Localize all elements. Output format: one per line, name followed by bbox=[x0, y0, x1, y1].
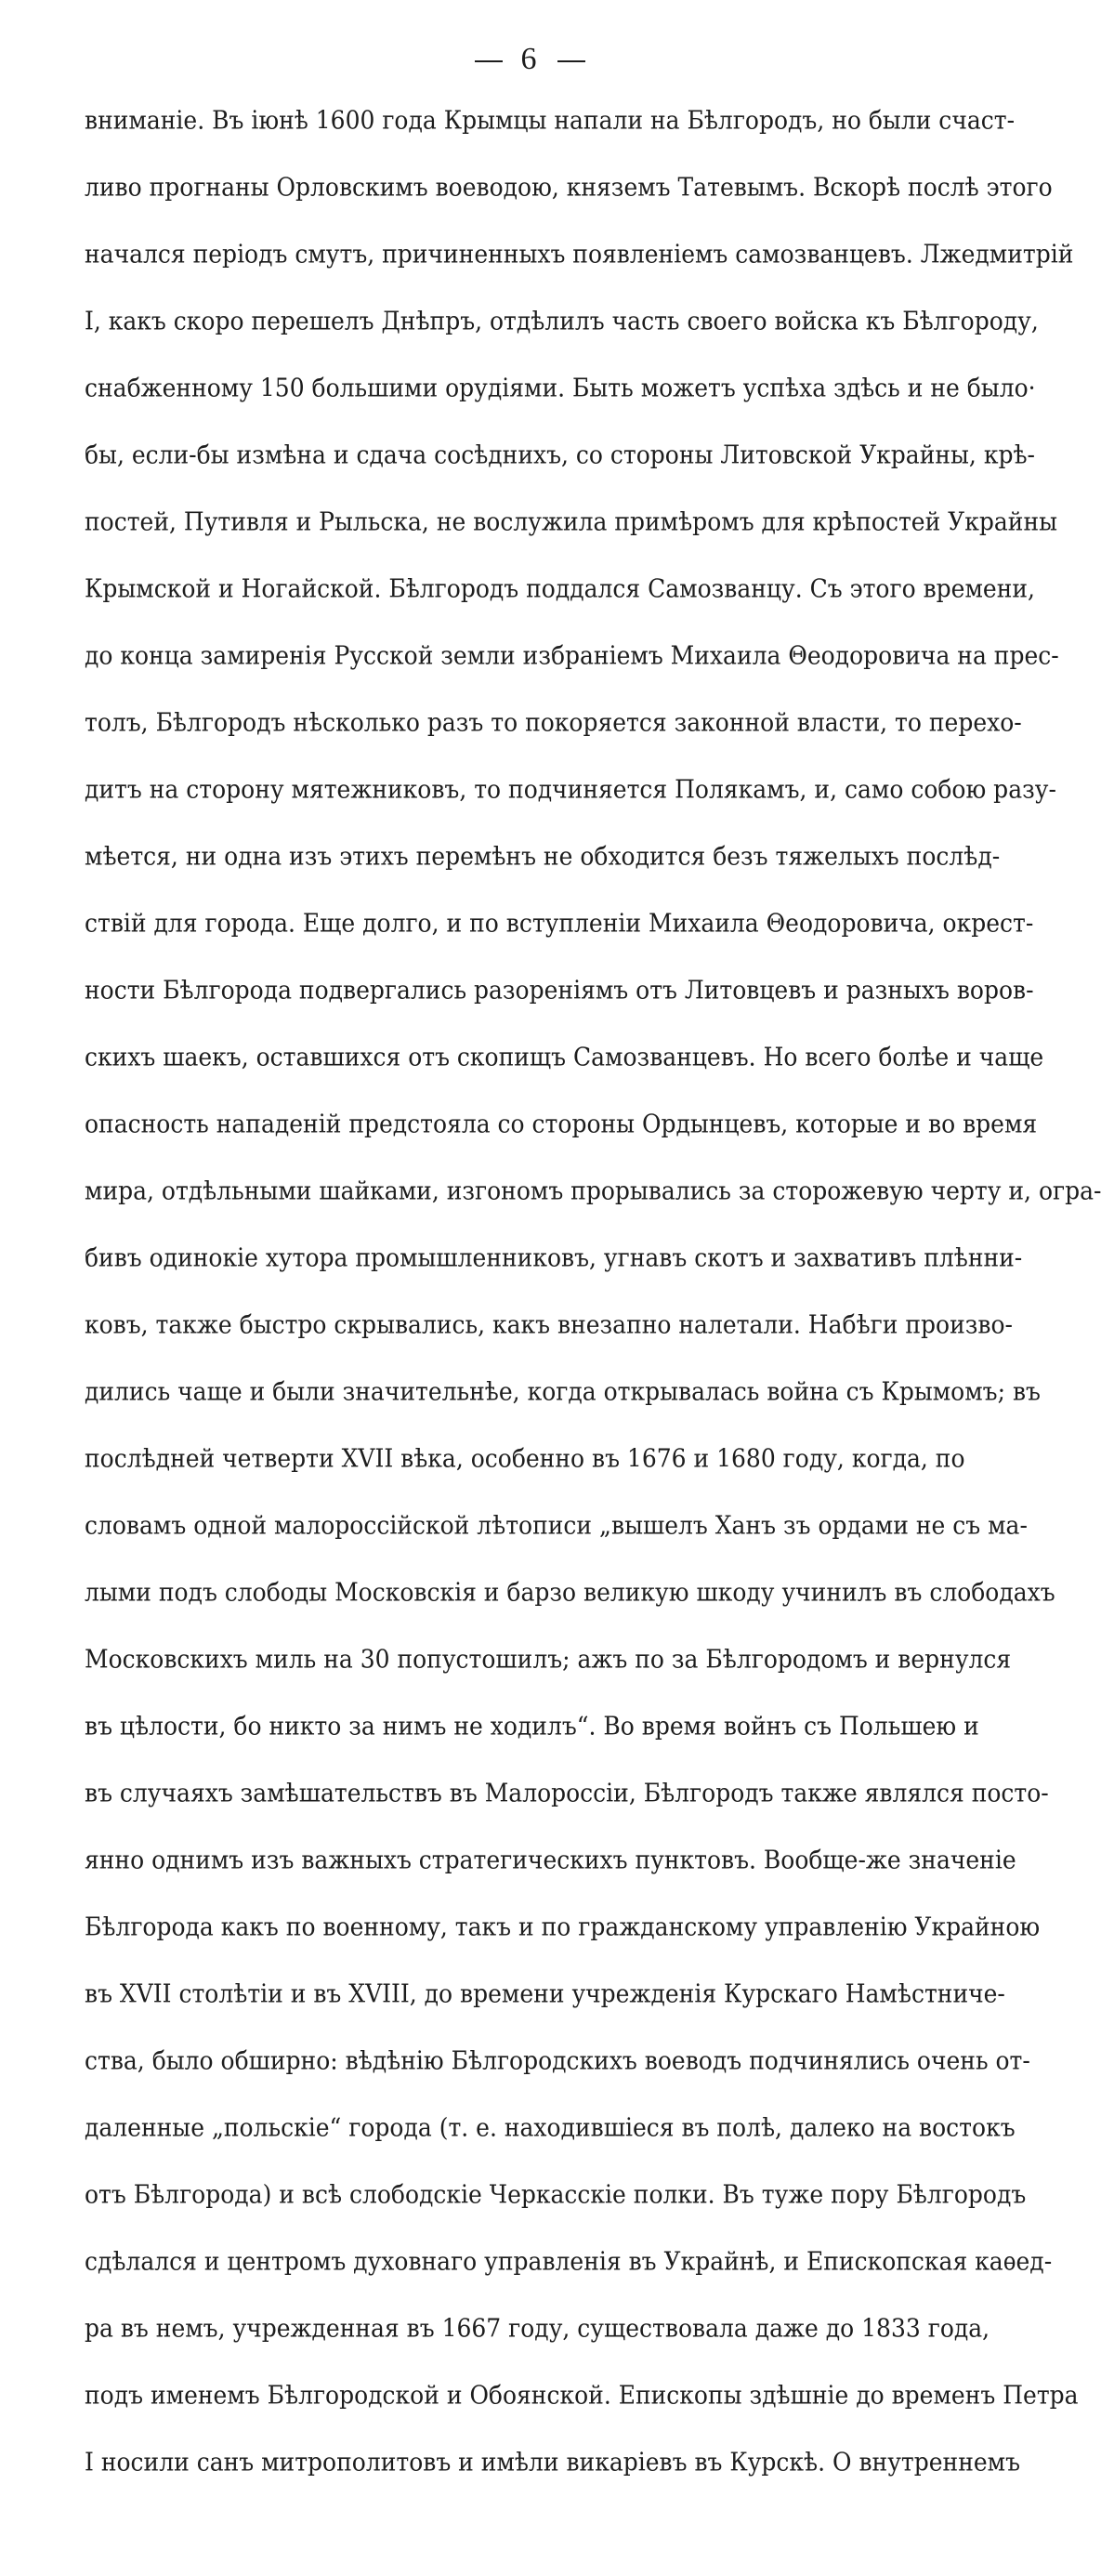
text-line-9: до конца замиренія Русской земли избраніемъ Михаила Θеодоровича на прес- bbox=[85, 640, 1059, 671]
text-line-32: отъ Бѣлгорода) и всѣ слободскіе Черкасскіе полки. Въ туже пору Бѣлгородъ bbox=[85, 2179, 1027, 2210]
text-line-22: словамъ одной малороссійской лѣтописи „вышелъ Ханъ зъ ордами не съ ма- bbox=[85, 1510, 1028, 1541]
text-line-23: лыми подъ слободы Московскія и барзо великую шкоду учинилъ въ слободахъ bbox=[85, 1577, 1055, 1608]
text-line-1: вниманіе. Въ іюнѣ 1600 года Крымцы напали на Бѣлгородъ, но были счаст- bbox=[85, 105, 1016, 136]
text-line-28: Бѣлгорода какъ по военному, такъ и по гражданскому управленію Украйною bbox=[85, 1912, 1041, 1942]
text-line-25: въ цѣлости, бо никто за нимъ не ходилъ“. Во время войнъ съ Польшею и bbox=[85, 1711, 979, 1741]
text-line-15: скихъ шаекъ, оставшихся отъ скопищъ Самозванцевъ. Но всего болѣе и чаще bbox=[85, 1042, 1044, 1072]
text-line-16: опасность нападеній предстояла со стороны Ордынцевъ, которые и во время bbox=[85, 1109, 1038, 1139]
text-line-13: ствій для города. Еще долго, и по вступленіи Михаила Θеодоровича, окрест- bbox=[85, 908, 1034, 939]
text-line-17: мира, отдѣльными шайками, изгономъ прорывались за сторожевую черту и, огра- bbox=[85, 1176, 1101, 1206]
text-line-12: мѣется, ни одна изъ этихъ перемѣнъ не обходится безъ тяжелыхъ послѣд- bbox=[85, 841, 1001, 872]
text-line-18: бивъ одинокіе хутора промышленниковъ, угнавъ скотъ и захвативъ плѣнни- bbox=[85, 1242, 1023, 1273]
text-line-4: I, какъ скоро перешелъ Днѣпръ, отдѣлилъ часть своего войска къ Бѣлгороду, bbox=[85, 306, 1039, 336]
text-line-19: ковъ, также быстро скрывались, какъ внезапно налетали. Набѣги произво- bbox=[85, 1309, 1013, 1340]
text-line-26: въ случаяхъ замѣшательствъ въ Малороссіи, Бѣлгородъ также являлся посто- bbox=[85, 1778, 1049, 1808]
text-line-6: бы, если-бы измѣна и сдача сосѣднихъ, со стороны Литовской Украйны, крѣ- bbox=[85, 440, 1035, 470]
text-line-31: даленные „польскіе“ города (т. е. находившіеся въ полѣ, далеко на востокъ bbox=[85, 2112, 1016, 2143]
text-line-14: ности Бѣлгорода подвергались разореніямъ отъ Литовцевъ и разныхъ воров- bbox=[85, 975, 1034, 1005]
text-line-2: ливо прогнаны Орловскимъ воеводою, княземъ Татевымъ. Вскорѣ послѣ этого bbox=[85, 172, 1053, 203]
text-line-8: Крымской и Ногайской. Бѣлгородъ поддался Самозванцу. Съ этого времени, bbox=[85, 573, 1035, 604]
text-line-21: послѣдней четверти XVII вѣка, особенно въ 1676 и 1680 году, когда, по bbox=[85, 1443, 965, 1474]
text-line-5: снабженному 150 большими орудіями. Быть можетъ успѣха здѣсь и не было· bbox=[85, 373, 1036, 403]
text-line-7: постей, Путивля и Рыльска, не вослужила примѣромъ для крѣпостей Украйны bbox=[85, 506, 1058, 537]
text-line-24: Московскихъ миль на 30 попустошилъ; ажъ по за Бѣлгородомъ и вернулся bbox=[85, 1644, 1012, 1675]
page-number-dash-left bbox=[475, 60, 503, 62]
text-line-33: сдѣлался и центромъ духовнаго управленія въ Украйнѣ, и Епископская каѳед- bbox=[85, 2246, 1053, 2277]
text-line-29: въ XVII столѣтіи и въ XVIII, до времени учрежденія Курскаго Намѣстниче- bbox=[85, 1978, 1005, 2009]
text-line-11: дитъ на сторону мятежниковъ, то подчиняется Полякамъ, и, само собою разу- bbox=[85, 774, 1056, 805]
page-number bbox=[0, 39, 1059, 80]
text-line-10: толъ, Бѣлгородъ нѣсколько разъ то покоряется законной власти, то перехо- bbox=[85, 707, 1022, 738]
text-line-34: ра въ немъ, учрежденная въ 1667 году, существовала даже до 1833 года, bbox=[85, 2313, 990, 2344]
text-line-37 bbox=[85, 2507, 956, 2552]
text-line-30: ства, было обширно: вѣдѣнію Бѣлгородскихъ воеводъ подчинялись очень от- bbox=[85, 2045, 1030, 2076]
body-text bbox=[85, 100, 1101, 2576]
text-line-36: I носили санъ митрополитовъ и имѣли викаріевъ въ Курскѣ. О внутреннемъ bbox=[85, 2447, 1021, 2477]
text-line-27: янно однимъ изъ важныхъ стратегическихъ пунктовъ. Вообще-же значеніе bbox=[85, 1845, 1016, 1875]
page-number-dash-right bbox=[557, 60, 585, 62]
page-number-value: 6 bbox=[520, 42, 539, 76]
text-line-20: дились чаще и были значительнѣе, когда открывалась война съ Крымомъ; въ bbox=[85, 1376, 1041, 1407]
text-line-35: подъ именемъ Бѣлгородской и Обоянской. Епископы здѣшніе до временъ Петра bbox=[85, 2380, 1079, 2411]
text-line-3: начался періодъ смутъ, причиненныхъ появленіемъ самозванцевъ. Лжедмитрій bbox=[85, 239, 1074, 269]
